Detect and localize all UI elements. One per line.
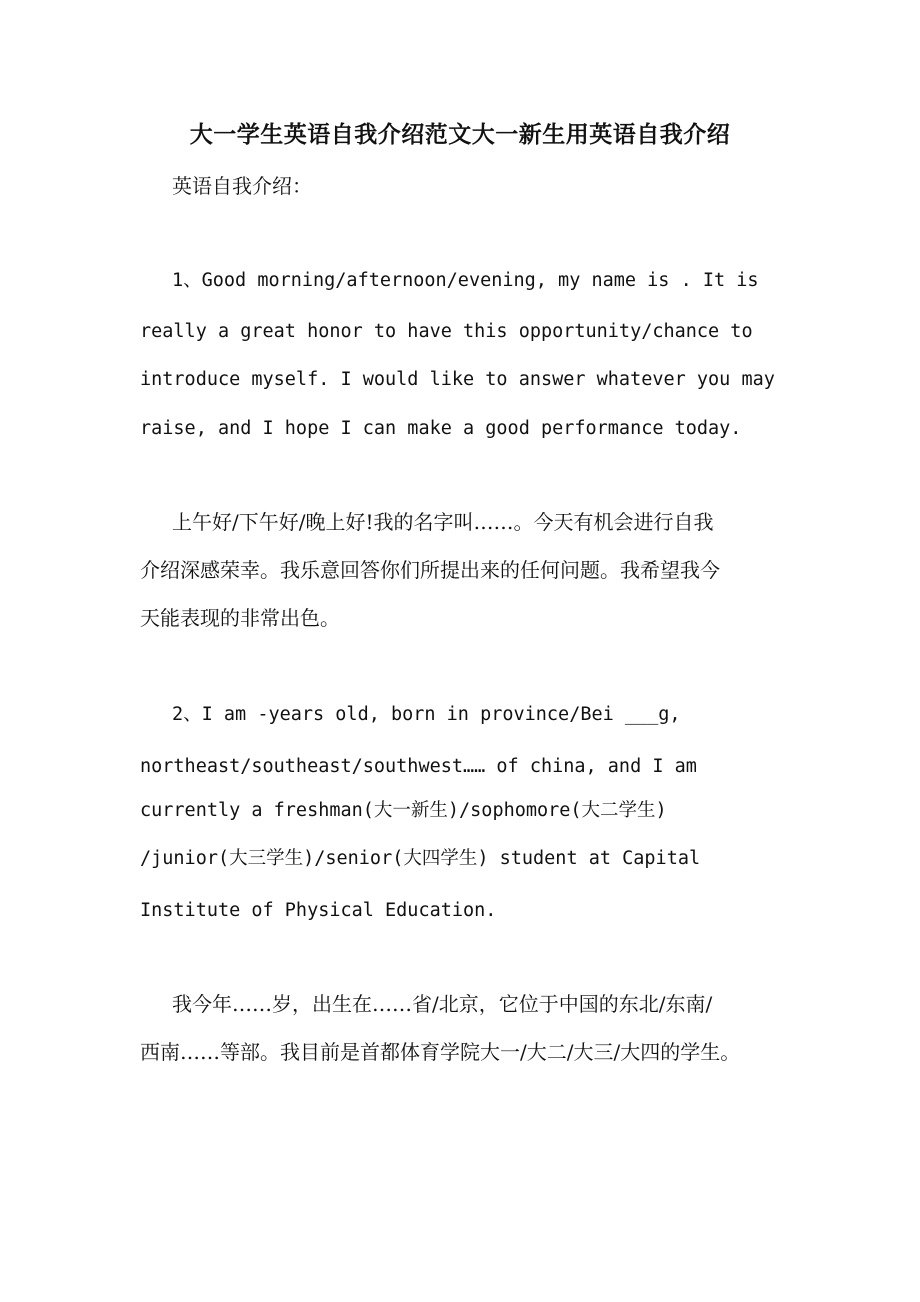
paragraph-2-cn-line-1: 我今年……岁，出生在……省/北京，它位于中国的东北/东南/ xyxy=(172,992,713,1016)
paragraph-2-line-1: 2、I am -years old, born in province/Bei ___g, xyxy=(172,704,681,725)
paragraph-2-line-3: currently a freshman(大一新生)/sophomore(大二学生) xyxy=(140,800,667,821)
paragraph-1-line-3: introduce myself. I would like to answer whatever you may xyxy=(140,369,775,390)
paragraph-1-cn-line-3: 天能表现的非常出色。 xyxy=(140,606,340,630)
paragraph-2-line-5: Institute of Physical Education. xyxy=(140,900,497,921)
paragraph-1-line-2: really a great honor to have this opportunity/chance to xyxy=(140,321,753,342)
paragraph-1-cn-line-2: 介绍深感荣幸。我乐意回答你们所提出来的任何问题。我希望我今 xyxy=(140,558,720,582)
section-heading: 英语自我介绍： xyxy=(172,174,312,198)
paragraph-1-cn-line-1: 上午好/下午好/晚上好!我的名字叫……。今天有机会进行自我 xyxy=(172,510,714,534)
paragraph-2-cn-line-2: 西南……等部。我目前是首都体育学院大一/大二/大三/大四的学生。 xyxy=(140,1040,741,1064)
document-title: 大一学生英语自我介绍范文大一新生用英语自我介绍 xyxy=(189,121,731,148)
paragraph-1-line-4: raise, and I hope I can make a good performance today. xyxy=(140,418,742,439)
paragraph-2-line-4: /junior(大三学生)/senior(大四学生) student at Capital xyxy=(140,848,701,869)
paragraph-2-line-2: northeast/southeast/southwest…… of china, and I am xyxy=(140,756,697,777)
paragraph-1-line-1: 1、Good morning/afternoon/evening, my name is . It is xyxy=(172,270,759,291)
